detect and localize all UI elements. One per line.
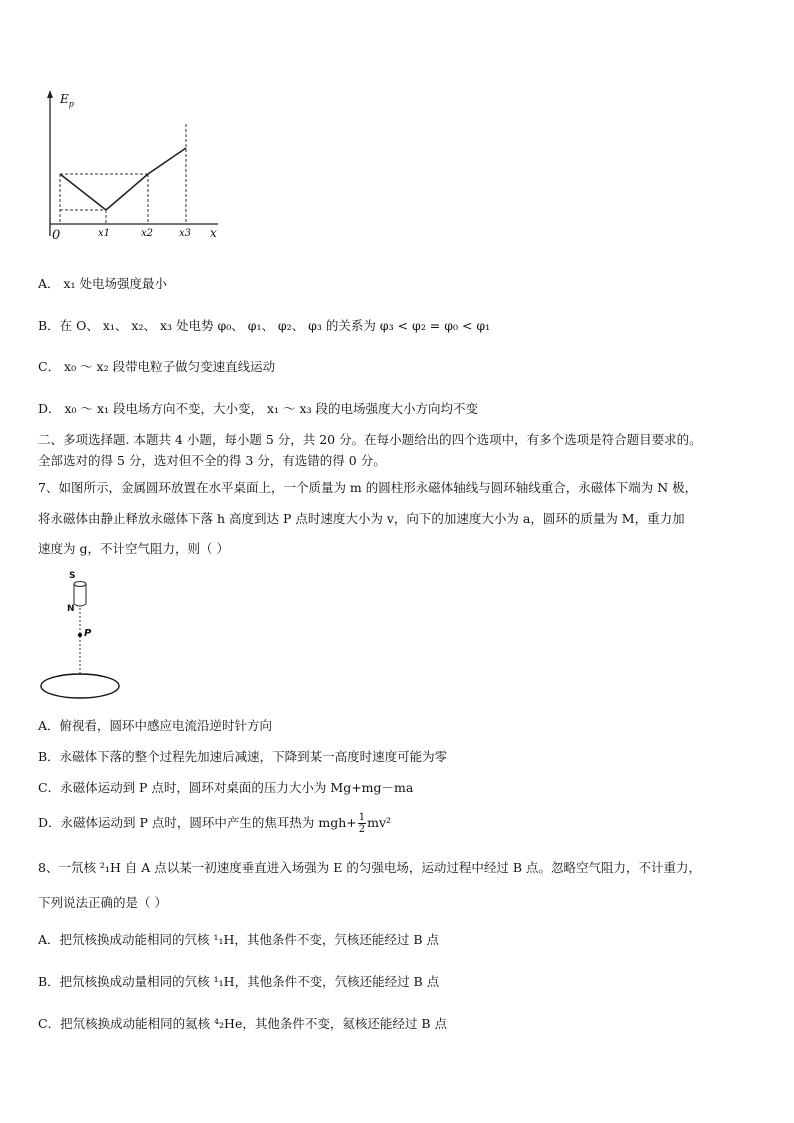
y-axis-arrow [47, 90, 53, 98]
q6-option-b: B．在 O、 x₁、 x₂、 x₃ 处电势 φ₀、 φ₁、 φ₂、 φ₃ 的关系为 φ₃ < φ₂ = φ₀ < φ₁ [38, 318, 491, 333]
fraction-one-half [358, 812, 366, 835]
q8-option-b: B．把氘核换成动量相同的氕核 ¹₁H，其他条件不变，氕核还能经过 B 点 [38, 974, 440, 989]
section2-line1: 二、多项选择题. 本题共 4 小题，每小题 5 分，共 20 分。在每小题给出的四个选项中，有多个选项是符合题目要求的。 [38, 432, 702, 447]
q7-option-a: A．俯视看，圆环中感应电流沿逆时针方向 [38, 718, 273, 733]
ep-curve [60, 148, 186, 210]
q7-option-d-tail: mv² [367, 815, 392, 830]
q7-stem-line1: 7、如图所示，金属圆环放置在水平桌面上，一个质量为 m 的圆柱形永磁体轴线与圆环轴线重合，永磁体下端为 N 极， [38, 480, 698, 495]
q6-option-a: A． x₁ 处电场强度最小 [38, 276, 168, 291]
section2-line2: 全部选对的得 5 分，选对但不全的得 3 分，有选错的得 0 分。 [38, 453, 386, 468]
q7-stem-line3: 速度为 g，不计空气阻力，则（ ） [38, 541, 229, 556]
magnet-bottom [74, 604, 86, 606]
ep-x-graph [40, 86, 230, 250]
point-p-label: P [84, 628, 92, 639]
q6-option-d: D． x₀ ～ x₁ 段电场方向不变，大小变， x₁ ～ x₃ 段的电场强度大小方向均不变 [38, 401, 479, 416]
q7-option-c: C．永磁体运动到 P 点时，圆环对桌面的压力大小为 Mg+mg－ma [38, 780, 414, 795]
x-tick-x2: x2 [141, 228, 154, 239]
fraction-denominator: 2 [358, 824, 366, 835]
q8-option-a: A．把氘核换成动能相同的氕核 ¹₁H，其他条件不变，氕核还能经过 B 点 [38, 932, 440, 947]
q7-option-d-text: D．永磁体运动到 P 点时，圆环中产生的焦耳热为 mgh+ [38, 815, 357, 830]
q7-option-d [38, 810, 391, 836]
ep-x-graph-svg [40, 86, 230, 246]
y-axis-label: $E_p$ [60, 92, 74, 109]
q8-stem-line1: 8、一氘核 ²₁H 自 A 点以某一初速度垂直进入场强为 E 的匀强电场，运动过程中经过 B 点。忽略空气阻力，不计重力， [38, 860, 702, 875]
x-tick-x1: x1 [98, 228, 111, 239]
q6-option-c: C． x₀ ～ x₂ 段带电粒子做匀变速直线运动 [38, 359, 276, 374]
x-tick-x3: x3 [179, 228, 192, 239]
q8-stem-line2: 下列说法正确的是（ ） [38, 895, 167, 910]
metal-ring [41, 674, 119, 698]
q7-stem-line2: 将永磁体由静止释放永磁体下落 h 高度到达 P 点时速度大小为 v，向下的加速度大小为 a，圆环的质量为 M，重力加 [38, 511, 685, 526]
q7-option-b: B．永磁体下落的整个过程先加速后减速，下降到某一高度时速度可能为零 [38, 749, 448, 764]
magnet-ring-figure [38, 568, 128, 712]
point-p-dot [78, 633, 82, 637]
magnet-n-label: N [67, 604, 75, 614]
magnet-ring-svg [38, 568, 128, 708]
magnet-s-label: S [69, 571, 76, 581]
magnet-top [74, 582, 86, 587]
fraction-numerator: 1 [358, 812, 366, 823]
origin-label: 0 [52, 228, 61, 243]
x-axis-label: x [210, 226, 217, 240]
q8-option-c: C．把氘核换成动能相同的氦核 ⁴₂He，其他条件不变，氦核还能经过 B 点 [38, 1016, 447, 1031]
